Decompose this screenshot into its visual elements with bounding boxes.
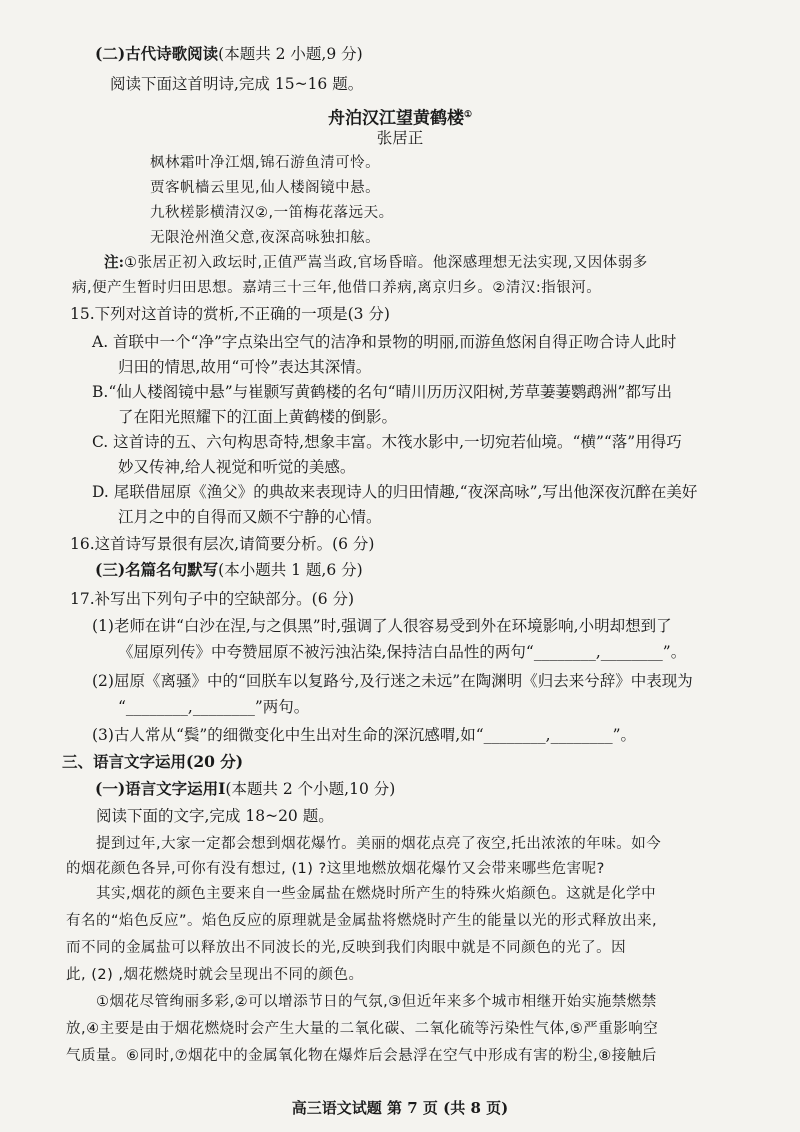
q17-part2-line1: (2)屈原《离骚》中的“回朕车以复路兮,及行迷之未远”在陶渊明《归去来兮辞》中表现为 [92, 672, 693, 690]
heading-text: (二)古代诗歌阅读 [95, 44, 219, 63]
q17-part3: (3)古人常从“鬓”的细微变化中生出对生命的深沉感喟,如“________,________”。 [92, 726, 637, 744]
option-a-line2: 归田的情思,故用“可怜”表达其深情。 [118, 358, 372, 376]
section-heading-recitation [95, 560, 363, 580]
poem-line: 贾客帆樯云里见,仙人楼阁镜中悬。 [150, 180, 381, 196]
poem-line: 九秋槎影横清汉②,一笛梅花落远天。 [150, 205, 394, 221]
heading-note: (本题共 2 个小题,10 分) [225, 780, 396, 798]
poem-line: 枫林霜叶净江烟,锦石游鱼清可怜。 [150, 155, 381, 171]
heading-text: (三)名篇名句默写 [95, 560, 219, 579]
heading-note: (本题共 2 小题,9 分) [218, 45, 363, 63]
q17-part1-line1: (1)老师在讲“白沙在涅,与之俱黑”时,强调了人很容易受到外在环境影响,小明却想到了 [92, 617, 672, 635]
poem-title [0, 104, 800, 130]
note-text: ①张居正初入政坛时,正值严嵩当政,官场昏暗。他深感理想无法实现,又因体弱多 [123, 255, 648, 271]
poem-line: 无限沧州渔父意,夜深高咏独扣舷。 [150, 230, 381, 246]
poem-author: 张居正 [376, 129, 424, 147]
passage-line: ①烟花尽管绚丽多彩,②可以增添节日的气氛,③但近年来多个城市相继开始实施禁燃禁 [96, 994, 657, 1010]
part3-heading: 三、语言文字运用(20 分) [62, 752, 244, 771]
passage-line: 有名的“焰色反应”。焰色反应的原理就是金属盐将燃烧时产生的能量以光的形式释放出来, [66, 913, 658, 929]
option-c-line1: C. 这首诗的五、六句构思奇特,想象丰富。木筏水影中,一切宛若仙境。“横”“落”用得巧 [92, 433, 682, 451]
heading-text: (一)语言文字运用Ⅰ [95, 779, 226, 798]
q17-part1-line2: 《屈原列传》中夸赞屈原不被污浊沾染,保持洁白品性的两句“________,________”。 [118, 643, 687, 661]
passage-line: 的烟花颜色各异,可你有没有想过, (1) ?这里地燃放烟花爆竹又会带来哪些危害呢? [66, 861, 605, 877]
poem-note-line2: 病,便产生暂时归田思想。嘉靖三十三年,他借口养病,离京归乡。②清汉:指银河。 [72, 280, 602, 296]
option-c-line2: 妙又传神,给人视觉和听觉的美感。 [118, 458, 356, 476]
poem-title-mark: ① [463, 110, 473, 120]
question-15-stem: 15.下列对这首诗的赏析,不正确的一项是(3 分) [70, 305, 390, 323]
option-b-line2: 了在阳光照耀下的江面上黄鹤楼的倒影。 [118, 408, 398, 426]
option-d-line2: 江月之中的自得而又颇不宁静的心情。 [118, 508, 382, 526]
page-footer: 高三语文试题 第 7 页 (共 8 页) [291, 1099, 509, 1117]
question-16-stem: 16.这首诗写景很有层次,请简要分析。(6 分) [70, 535, 375, 553]
passage-line: 放,④主要是由于烟花燃烧时会产生大量的二氧化碳、二氧化硫等污染性气体,⑤严重影响空 [66, 1021, 659, 1037]
passage-line: 此, (2) ,烟花燃烧时就会呈现出不同的颜色。 [66, 967, 364, 983]
option-a-line1: A. 首联中一个“净”字点染出空气的洁净和景物的明丽,而游鱼悠闲自得正吻合诗人此时 [92, 333, 677, 351]
passage-line: 提到过年,大家一定都会想到烟花爆竹。美丽的烟花点亮了夜空,托出浓浓的年味。如今 [96, 836, 662, 852]
part3-sub-heading [95, 779, 395, 799]
poem-note-line1 [104, 253, 648, 273]
q17-part2-line2: “________,________”两句。 [118, 698, 310, 716]
passage-line: 而不同的金属盐可以释放出不同波长的光,反映到我们肉眼中就是不同颜色的光了。因 [66, 940, 627, 956]
option-b-line1: B.“仙人楼阁镜中悬”与崔颢写黄鹤楼的名句“晴川历历汉阳树,芳草萋萋鹦鹉洲”都写出 [92, 383, 672, 401]
section-heading-poetry [95, 44, 363, 64]
note-label: 注: [104, 254, 124, 271]
heading-note: (本小题共 1 题,6 分) [218, 561, 363, 579]
passage-line: 其实,烟花的颜色主要来自一些金属盐在燃烧时所产生的特殊火焰颜色。这就是化学中 [96, 886, 657, 902]
poem-title-text: 舟泊汉江望黄鹤楼 [327, 108, 464, 129]
poetry-instruction: 阅读下面这首明诗,完成 15~16 题。 [110, 75, 364, 93]
part3-instruction: 阅读下面的文字,完成 18~20 题。 [96, 807, 334, 825]
passage-line: 气质量。⑥同时,⑦烟花中的金属氧化物在爆炸后会悬浮在空气中形成有害的粉尘,⑧接触后 [66, 1048, 657, 1064]
option-d-line1: D. 尾联借屈原《渔父》的典故来表现诗人的归田情趣,“夜深高咏”,写出他深夜沉醉在美好 [92, 483, 698, 501]
question-17-stem: 17.补写出下列句子中的空缺部分。(6 分) [70, 590, 355, 608]
